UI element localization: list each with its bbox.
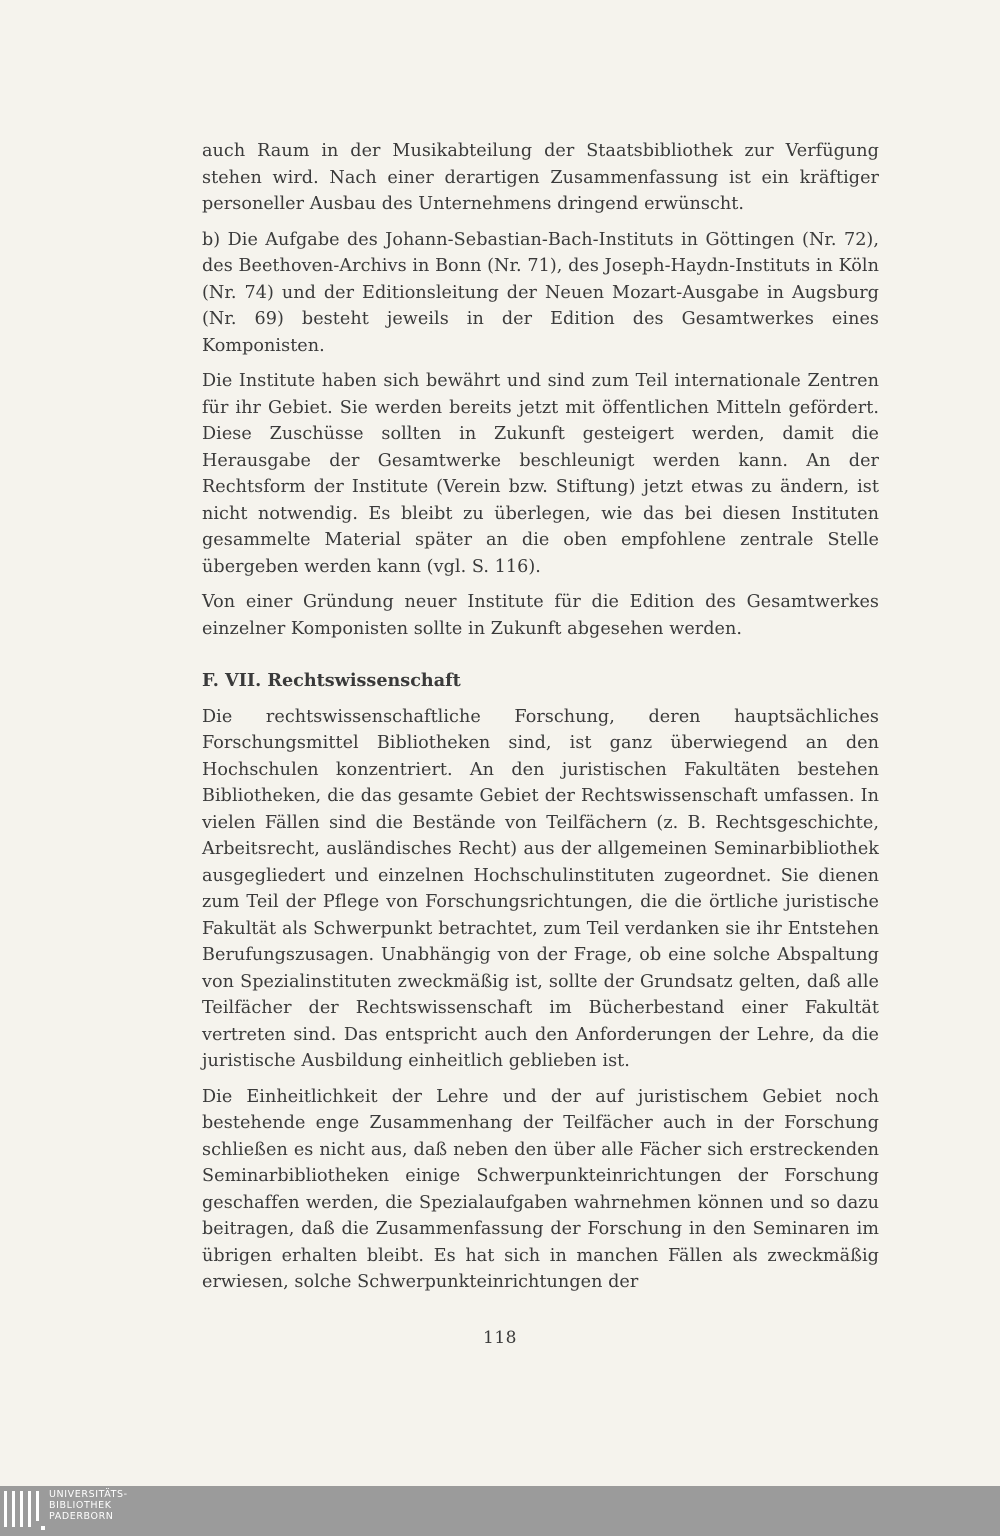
paragraph-legal-research: Die rechtswissenschaftliche Forschung, deren hauptsächliches Forschungsmittel Bibliotheken sind, ist ganz überwiegend an den Hochschulen konzentriert. An den juristischen Fakultäten bestehen Bibliotheken, die das gesamte Gebiet der Rechtswissenschaft umfassen. In vielen Fällen sind die Bestände von Teilfächern (z. B. Rechtsgeschichte, Arbeitsrecht, ausländisches Recht) aus der allgemeinen Seminarbibliothek ausgegliedert und einzelnen Hochschulinstituten zugeordnet. Sie dienen zum Teil der Pflege von Forschungsrichtungen, die die örtliche juristische Fakultät als Schwerpunkt betrachtet, zum Teil verdanken sie ihr Entstehen Berufungszusagen. Unabhängig von der Frage, ob eine solche Abspaltung von Spezialinstituten zweckmäßig ist, sollte der Grundsatz gelten, daß alle Teilfächer der Rechtswissenschaft im Bücherbestand einer Fakultät vertreten sind. Das entspricht auch den Anforderungen der Lehre, da die juristische Ausbildung einheitlich geblieben ist. — [202, 706, 879, 1071]
paragraph-music-department: auch Raum in der Musikabteilung der Staatsbibliothek zur Verfügung stehen wird. Nach einer derartigen Zusammenfassung ist ein kräftiger personeller Ausbau des Unternehmens dringend erwünscht. — [202, 141, 879, 214]
logo-line-2: BIBLIOTHEK — [49, 1500, 112, 1511]
paragraph-no-new-institutes: Von einer Gründung neuer Institute für die Edition des Gesamtwerkes einzelner Komponisten sollte in Zukunft abgesehen werden. — [202, 592, 879, 639]
library-footer-bar — [0, 1486, 1000, 1536]
paragraph-unity-of-teaching: Die Einheitlichkeit der Lehre und der auf juristischem Gebiet noch bestehende enge Zusammenhang der Teilfächer auch in der Forschung schließen es nicht aus, daß neben den über alle Fächer sich erstreckenden Seminarbibliotheken einige Schwerpunkteinrichtungen der Forschung geschaffen werden, die Spezialaufgaben wahrnehmen können und so dazu beitragen, daß die Zusammenfassung der Forschung in den Seminaren im übrigen erhalten bleibt. Es hat sich in manchen Fällen als zweckmäßig erwiesen, solche Schwerpunkteinrichtungen der — [202, 1086, 879, 1292]
body-text — [202, 138, 879, 1296]
library-logo — [4, 1489, 128, 1534]
logo-bars-icon — [4, 1491, 39, 1527]
logo-line-3: PADERBORN — [49, 1511, 114, 1522]
logo-dot-icon — [41, 1526, 45, 1530]
logo-text — [49, 1489, 128, 1522]
page-number: 118 — [483, 1328, 517, 1348]
section-heading: F. VII. Rechtswissenschaft — [202, 670, 461, 691]
paragraph-institutes-proven: Die Institute haben sich bewährt und sind zum Teil internationale Zentren für ihr Gebiet. Sie werden bereits jetzt mit öffentlichen Mitteln gefördert. Diese Zuschüsse sollten in Zukunft gesteigert werden, damit die Herausgabe der Gesamtwerke beschleunigt werden kann. An der Rechtsform der Institute (Verein bzw. Stiftung) jetzt etwas zu ändern, ist nicht notwendig. Es bleibt zu überlegen, wie das bei diesen Instituten gesammelte Material später an die oben empfohlene zentrale Stelle übergeben werden kann (vgl. S. 116). — [202, 371, 879, 577]
paragraph-institutes-task: b) Die Aufgabe des Johann-Sebastian-Bach-Instituts in Göttingen (Nr. 72), des Beethoven-Archivs in Bonn (Nr. 71), des Joseph-Haydn-Instituts in Köln (Nr. 74) und der Editionsleitung der Neuen Mozart-Ausgabe in Augsburg (Nr. 69) besteht jeweils in der Edition des Gesamtwerkes eines Komponisten. — [202, 229, 879, 356]
logo-line-1: UNIVERSITÄTS- — [49, 1489, 128, 1500]
